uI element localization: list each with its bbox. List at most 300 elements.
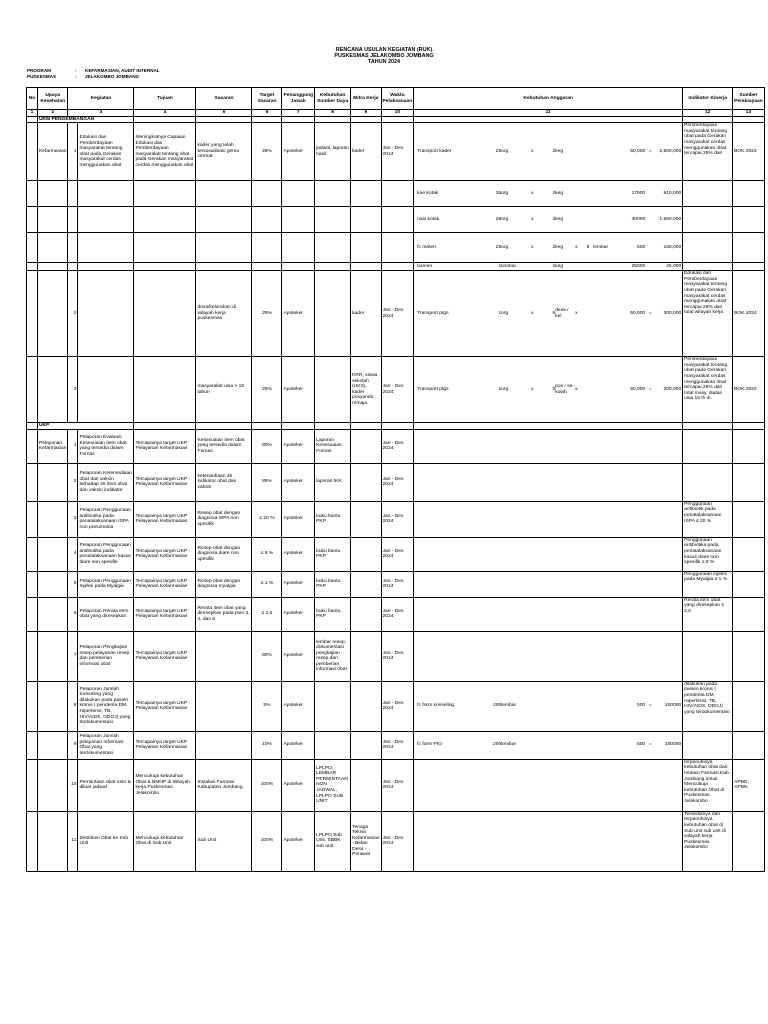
cell-waktu: Jan - Des 2024 — [381, 811, 414, 871]
budget-item: nasi kotak — [417, 216, 440, 222]
colnum-10: 10 — [381, 110, 414, 117]
budget-price: 500 — [637, 703, 646, 709]
cell-kegiatan — [78, 233, 134, 263]
column-number-row — [27, 110, 765, 117]
budget-v2: 6 — [552, 386, 556, 392]
cell-tujuan — [134, 263, 196, 271]
cell-anggaran — [414, 571, 683, 597]
cell-pembiayaan — [733, 207, 765, 233]
cell-no — [27, 181, 38, 207]
table-row — [27, 811, 765, 871]
budget-v2: 1 — [552, 263, 556, 269]
table-row — [27, 357, 765, 423]
section-empty — [134, 116, 196, 123]
cell-anggaran — [414, 271, 683, 357]
program-label: PROGRAM — [27, 68, 51, 73]
cell-kegiatan: Pelaporan Penggunaan Injeksi pada Myalgia — [78, 571, 134, 597]
budget-item: fc materi — [417, 244, 436, 250]
budget-eq: = — [648, 148, 652, 154]
header-target: Target Sasaran — [252, 88, 282, 110]
cell-sumber-daya: Laporan Kesesuaian Fornas — [315, 429, 351, 463]
budget-v1: 25 — [495, 244, 502, 250]
header-indikator: Indikator Kinerja — [683, 88, 733, 110]
cell-no — [27, 463, 38, 501]
cell-pembiayaan — [733, 463, 765, 501]
cell-upaya — [38, 357, 68, 423]
cell-kegiatan — [78, 271, 134, 357]
cell-indikator — [683, 631, 733, 681]
cell-kegiatan: Pelaporan Ketersediaan obat dan vaksin terhadap 45 item obat dan vaksin indikator — [78, 463, 134, 501]
cell-sumber-daya: buku bantu PKP — [315, 537, 351, 571]
cell-mitra — [351, 207, 381, 233]
budget-item: banner — [417, 263, 433, 269]
cell-mitra: Tenaga Teknis Kefarmasian - Bidan Desa - Perawat — [351, 811, 381, 871]
cell-sasaran: Sub Unit — [196, 811, 252, 871]
table-row — [27, 681, 765, 731]
cell-upaya: Kefarmasian — [38, 123, 68, 181]
budget-u1: lembar — [501, 263, 517, 269]
cell-no — [27, 631, 38, 681]
cell-pj: Apoteker — [282, 463, 315, 501]
cell-indikator: Penggunaan injeksi pada Myalgia ≤ 1 % — [683, 571, 733, 597]
cell-tujuan: Mencukupi kebutuhan Obat & BMHP di Wilayah kerja Puskesmas Jelakombo — [134, 759, 196, 811]
budget-breakdown — [415, 245, 681, 251]
cell-mitra — [351, 597, 381, 631]
cell-tujuan: Mencukupi kebutuhan Obat di Sub Unit — [134, 811, 196, 871]
cell-pembiayaan — [733, 571, 765, 597]
colnum-3: 3 — [68, 110, 134, 117]
cell-pembiayaan: BOK 2024 — [733, 357, 765, 423]
budget-item: kue kotak — [417, 190, 439, 196]
section-empty — [381, 116, 414, 123]
cell-indikator: Pemberdayaan masyarakat tentang obat pada Gerakan masyarakat cerdas menggunakan obat tercapai 25% dari — [683, 123, 733, 181]
cell-mitra — [351, 681, 381, 731]
cell-upaya — [38, 571, 68, 597]
table-row — [27, 463, 765, 501]
cell-upaya: Pelayanan Kefarmasian — [38, 429, 68, 463]
cell-pembiayaan: APBD, APBN — [733, 759, 765, 811]
cell-sumber-daya: buku bantu PKP — [315, 571, 351, 597]
table-row — [27, 263, 765, 271]
cell-anggaran — [414, 759, 683, 811]
budget-breakdown — [415, 217, 681, 223]
budget-item: fc form PIO — [417, 742, 442, 748]
cell-mitra — [351, 181, 381, 207]
cell-sumber-daya: buku bantu PKP — [315, 501, 351, 537]
cell-waktu: Jan - Des 2024 — [381, 631, 414, 681]
cell-mitra — [351, 731, 381, 759]
section-empty — [252, 423, 282, 430]
table-row — [27, 429, 765, 463]
cell-anggaran — [414, 811, 683, 871]
cell-mitra — [351, 233, 381, 263]
cell-tujuan: Tercapainya target UKP Pelayanan Kefarmasian — [134, 429, 196, 463]
cell-kegiatan — [78, 181, 134, 207]
cell-sasaran: kader yang telah tersosialisasi gema cermat — [196, 123, 252, 181]
cell-num: 7 — [68, 631, 78, 681]
ruk-table — [26, 87, 765, 872]
cell-waktu: Jan - Des 2024 — [381, 537, 414, 571]
budget-x1: x — [531, 148, 534, 154]
budget-u1: lembar — [501, 742, 517, 748]
cell-anggaran — [414, 181, 683, 207]
section-empty — [252, 116, 282, 123]
table-row — [27, 759, 765, 811]
budget-u2: desa / kel — [555, 308, 569, 319]
cell-target: ≤ 2,6 — [252, 597, 282, 631]
cell-mitra — [351, 537, 381, 571]
budget-breakdown — [415, 742, 681, 748]
budget-eq: = — [648, 386, 652, 392]
budget-total: 25,000 — [666, 263, 682, 269]
cell-sumber-daya — [315, 181, 351, 207]
budget-x2: x — [575, 244, 578, 250]
cell-anggaran — [414, 597, 683, 631]
cell-sasaran: Instalasi Farmasi Kabupaten Jombang — [196, 759, 252, 811]
cell-num: 1 — [68, 123, 78, 181]
cell-no — [27, 207, 38, 233]
section-empty — [134, 423, 196, 430]
cell-tujuan: Tercapainya target UKP Pelayanan Kefarmasian — [134, 571, 196, 597]
colnum-11: 11 — [414, 110, 683, 117]
cell-indikator: Penggunaan antibiotik pada penatalaksanaan ISPA ≤ 20 % — [683, 501, 733, 537]
cell-sumber-daya — [315, 731, 351, 759]
budget-u2: keg — [555, 263, 564, 269]
budget-v1: 200 — [493, 742, 502, 748]
cell-indikator: Penggunaan antibiotika pada penatalaksanaan kasus diare non spesifik ≤ 8 % — [683, 537, 733, 571]
cell-num: 8 — [68, 681, 78, 731]
cell-indikator — [683, 207, 733, 233]
cell-target: 5% — [252, 681, 282, 731]
cell-indikator: Tersedianya dan terpenuhinya kebutuhan obat di Sub unit sub unit di wilayah kerja Puskesmas Jelakombo — [683, 811, 733, 871]
cell-num: 6 — [68, 597, 78, 631]
colnum-2: 2 — [38, 110, 68, 117]
budget-breakdown — [415, 149, 681, 155]
cell-num — [68, 181, 78, 207]
cell-pembiayaan — [733, 181, 765, 207]
section-empty — [315, 116, 351, 123]
colnum-1: 1 — [27, 110, 38, 117]
cell-upaya — [38, 463, 68, 501]
cell-num: 10 — [68, 759, 78, 811]
cell-pj: Apoteker — [282, 811, 315, 871]
cell-no — [27, 271, 38, 357]
cell-sasaran — [196, 207, 252, 233]
cell-upaya — [38, 501, 68, 537]
cell-sasaran: Resep obat dengan diagnosa diare non spesifik — [196, 537, 252, 571]
cell-num — [68, 233, 78, 263]
section-empty — [733, 116, 765, 123]
cell-waktu: Jan - Des 2024 — [381, 759, 414, 811]
cell-kegiatan: Pelaporan Penggunaan antibiotika pada penatalaksanaan kasus diare non spesifik — [78, 537, 134, 571]
cell-mitra — [351, 631, 381, 681]
cell-kegiatan: Edukasi dan Pemberdayaan masyarakat tentang obat pada Gerakan masyarakat cerdas menggunakan obat — [78, 123, 134, 181]
cell-upaya — [38, 271, 68, 357]
cell-pj: Apoteker — [282, 597, 315, 631]
cell-pembiayaan — [733, 811, 765, 871]
cell-sumber-daya: lembar resep, dokumentasi pengkajian resep dan pemberian informasi obat — [315, 631, 351, 681]
cell-no — [27, 263, 38, 271]
cell-indikator — [683, 429, 733, 463]
section-empty — [196, 116, 252, 123]
budget-breakdown — [415, 384, 681, 395]
cell-sumber-daya — [315, 207, 351, 233]
section-empty — [683, 423, 733, 430]
cell-pembiayaan: BOK 2024 — [733, 123, 765, 181]
cell-pj: Apoteker — [282, 571, 315, 597]
budget-total: 2,500,000 — [659, 148, 682, 154]
cell-target: 25% — [252, 123, 282, 181]
colnum-6: 6 — [252, 110, 282, 117]
cell-pj — [282, 233, 315, 263]
budget-u1: org — [501, 148, 509, 154]
header-waktu: Waktu Pelaksanaan — [381, 88, 414, 110]
cell-waktu: Jan - Des 2024 — [381, 463, 414, 501]
section-empty — [414, 116, 683, 123]
cell-sasaran — [196, 233, 252, 263]
colnum-9: 9 — [351, 110, 381, 117]
cell-num: 1 — [68, 429, 78, 463]
cell-pj — [282, 207, 315, 233]
budget-item: Transport kader — [417, 148, 452, 154]
section-empty — [351, 116, 381, 123]
budget-v1: 26 — [495, 190, 502, 196]
budget-u1: org — [501, 216, 509, 222]
cell-target: 100% — [252, 811, 282, 871]
cell-pembiayaan — [733, 233, 765, 263]
table-row — [27, 571, 765, 597]
table-row — [27, 123, 765, 181]
section-empty — [282, 423, 315, 430]
budget-total: 100000 — [664, 742, 682, 748]
cell-waktu: Jan - Des 2024 — [381, 731, 414, 759]
cell-tujuan: Tercapainya target UKP Pelayanan Kefarmasian — [134, 463, 196, 501]
cell-mitra: kader — [351, 123, 381, 181]
budget-eq: = — [648, 310, 652, 316]
cell-no — [27, 811, 38, 871]
cell-no — [27, 357, 38, 423]
table-row — [27, 537, 765, 571]
cell-mitra — [351, 759, 381, 811]
cell-waktu: Jan - Des 2024 — [381, 501, 414, 537]
program-colon: : — [75, 68, 77, 73]
cell-no — [27, 731, 38, 759]
cell-pj: Apoteker — [282, 731, 315, 759]
header-row — [27, 88, 765, 110]
cell-tujuan: Tercapainya target UKP Pelayanan Kefarmasian — [134, 597, 196, 631]
section-empty — [683, 116, 733, 123]
cell-tujuan: Tercapainya target UKP Pelayanan Kefarmasian — [134, 631, 196, 681]
cell-anggaran — [414, 681, 683, 731]
cell-num — [68, 263, 78, 271]
cell-tujuan: Tercapainya target UKP Pelayanan Kefarmasian — [134, 501, 196, 537]
table-row — [27, 631, 765, 681]
section-empty — [381, 423, 414, 430]
section-empty — [414, 423, 683, 430]
cell-kegiatan: Permintaan obat rutin & diluar jadwal — [78, 759, 134, 811]
cell-anggaran — [414, 537, 683, 571]
cell-upaya — [38, 207, 68, 233]
cell-mitra: KRR, siswa sekolah (UKS), kader posyandu remaja — [351, 357, 381, 423]
cell-sumber-daya: buku bantu PKP — [315, 597, 351, 631]
section-empty — [315, 423, 351, 430]
cell-waktu: Jan - Des 2024 — [381, 271, 414, 357]
cell-sumber-daya: jadwal, laporan hasil — [315, 123, 351, 181]
table-row — [27, 501, 765, 537]
cell-no — [27, 571, 38, 597]
budget-price: 500 — [637, 742, 646, 748]
cell-kegiatan — [78, 263, 134, 271]
cell-pj: Apoteker — [282, 357, 315, 423]
budget-total: 1,560,000 — [659, 216, 682, 222]
cell-upaya — [38, 631, 68, 681]
cell-upaya — [38, 731, 68, 759]
cell-num: 2 — [68, 463, 78, 501]
cell-sasaran — [196, 631, 252, 681]
cell-pj: Apoteker — [282, 271, 315, 357]
puskesmas-value: JELAKOMBO JOMBANG — [85, 74, 140, 79]
cell-anggaran — [414, 207, 683, 233]
header-sasaran: Sasaran — [196, 88, 252, 110]
budget-price: 50,000 — [630, 310, 646, 316]
cell-kegiatan: Distribusi Obat ke Sub Unit — [78, 811, 134, 871]
budget-total: 150,000 — [663, 244, 682, 250]
header-anggaran: Kebutuhan Anggaran — [414, 88, 683, 110]
cell-sumber-daya — [315, 681, 351, 731]
cell-pj: Apoteker — [282, 537, 315, 571]
cell-num: 9 — [68, 731, 78, 759]
section-ukp — [27, 423, 765, 430]
puskesmas-colon: : — [75, 74, 77, 79]
budget-x2: x — [575, 310, 578, 316]
document-title: RENCANA USULAN KEGIATAN (RUK) — [335, 47, 433, 53]
section-empty — [282, 116, 315, 123]
cell-target: ≤ 1 % — [252, 571, 282, 597]
cell-no — [27, 759, 38, 811]
budget-u1: org — [501, 244, 509, 250]
cell-target: 25% — [252, 271, 282, 357]
cell-target: ≤ 8 % — [252, 537, 282, 571]
cell-target — [252, 263, 282, 271]
budget-v1: 1 — [498, 386, 502, 392]
budget-u2: keg — [555, 216, 564, 222]
cell-pembiayaan — [733, 429, 765, 463]
cell-pembiayaan — [733, 263, 765, 271]
budget-v2: 6 — [552, 310, 556, 316]
table-row — [27, 271, 765, 357]
cell-indikator: dilakukan pada pasien kronis ( penderita DM, Hipertensi, TB, HIV/AIDS, ODGJ) yang terdokumentasi — [683, 681, 733, 731]
colnum-8: 8 — [315, 110, 351, 117]
cell-target: 10% — [252, 731, 282, 759]
header-pembiayaan: Sumber Pembiayaan — [733, 88, 765, 110]
cell-indikator — [683, 263, 733, 271]
section-empty — [733, 423, 765, 430]
cell-tujuan: Tercapainya target UKP Pelayanan Kefarmasian — [134, 731, 196, 759]
cell-sasaran: Rerata item obat yang diresepkan pada poin 3, 4, dan 5 — [196, 597, 252, 631]
cell-target: 100% — [252, 759, 282, 811]
document-year: TAHUN 2024 — [368, 59, 400, 65]
cell-pj: Apoteker — [282, 681, 315, 731]
cell-target — [252, 207, 282, 233]
cell-upaya — [38, 681, 68, 731]
cell-tujuan: Tercapainya target UKP Pelayanan Kefarmasian — [134, 537, 196, 571]
cell-indikator — [683, 731, 733, 759]
cell-indikator: Rerata item obat yang diresepkan ≤ 2,6 — [683, 597, 733, 631]
budget-breakdown — [415, 308, 681, 319]
cell-target: ≤ 20 % — [252, 501, 282, 537]
cell-anggaran — [414, 263, 683, 271]
table-row — [27, 181, 765, 207]
table-row — [27, 207, 765, 233]
budget-u1: org — [501, 386, 509, 392]
budget-total: 300,000 — [663, 310, 682, 316]
cell-mitra — [351, 501, 381, 537]
cell-pj: Apoteker — [282, 759, 315, 811]
budget-total: 100000 — [664, 703, 682, 709]
budget-u3: lembar — [593, 244, 609, 250]
cell-target — [252, 233, 282, 263]
budget-u1: lembar — [501, 703, 517, 709]
cell-target: 25% — [252, 357, 282, 423]
table-row — [27, 731, 765, 759]
cell-pembiayaan: BOK 2024 — [733, 271, 765, 357]
budget-v1: 1 — [498, 263, 502, 269]
cell-pembiayaan — [733, 631, 765, 681]
section-ukm — [27, 116, 765, 123]
cell-tujuan — [134, 357, 196, 423]
cell-no — [27, 429, 38, 463]
cell-num: 5 — [68, 571, 78, 597]
cell-no — [27, 537, 38, 571]
cell-mitra — [351, 571, 381, 597]
section-no — [27, 116, 38, 123]
cell-kegiatan — [78, 357, 134, 423]
cell-waktu: Jan - Des 2024 — [381, 571, 414, 597]
cell-waktu: Jan - Des 2024 — [381, 357, 414, 423]
header-no: No — [27, 88, 38, 110]
cell-pj: Apoteker — [282, 631, 315, 681]
colnum-7: 7 — [282, 110, 315, 117]
cell-upaya — [38, 233, 68, 263]
budget-item: fc form konseling — [417, 703, 455, 709]
budget-v3: 6 — [586, 244, 590, 250]
budget-x1: x — [531, 216, 534, 222]
cell-indikator — [683, 233, 733, 263]
budget-x1: x — [531, 190, 534, 196]
cell-sasaran — [196, 181, 252, 207]
cell-kegiatan: Pelaporan Jumlah pelayanan Informasi Obat yang terdokumentasi — [78, 731, 134, 759]
budget-breakdown — [415, 191, 681, 197]
cell-pembiayaan — [733, 537, 765, 571]
table-row — [27, 233, 765, 263]
cell-pembiayaan — [733, 731, 765, 759]
budget-v1: 1 — [498, 310, 502, 316]
section-label: UKP — [38, 423, 134, 430]
cell-num: 2 — [68, 271, 78, 357]
cell-pembiayaan — [733, 501, 765, 537]
cell-upaya — [38, 759, 68, 811]
cell-pembiayaan — [733, 597, 765, 631]
cell-num: 4 — [68, 537, 78, 571]
cell-upaya — [38, 263, 68, 271]
table-row — [27, 597, 765, 631]
cell-sasaran — [196, 681, 252, 731]
cell-sumber-daya — [315, 263, 351, 271]
cell-waktu — [381, 263, 414, 271]
cell-sasaran: desa/kelurahan di wilayah kerja puskesmas — [196, 271, 252, 357]
cell-tujuan — [134, 271, 196, 357]
budget-item: Transport ptgs — [417, 310, 449, 316]
